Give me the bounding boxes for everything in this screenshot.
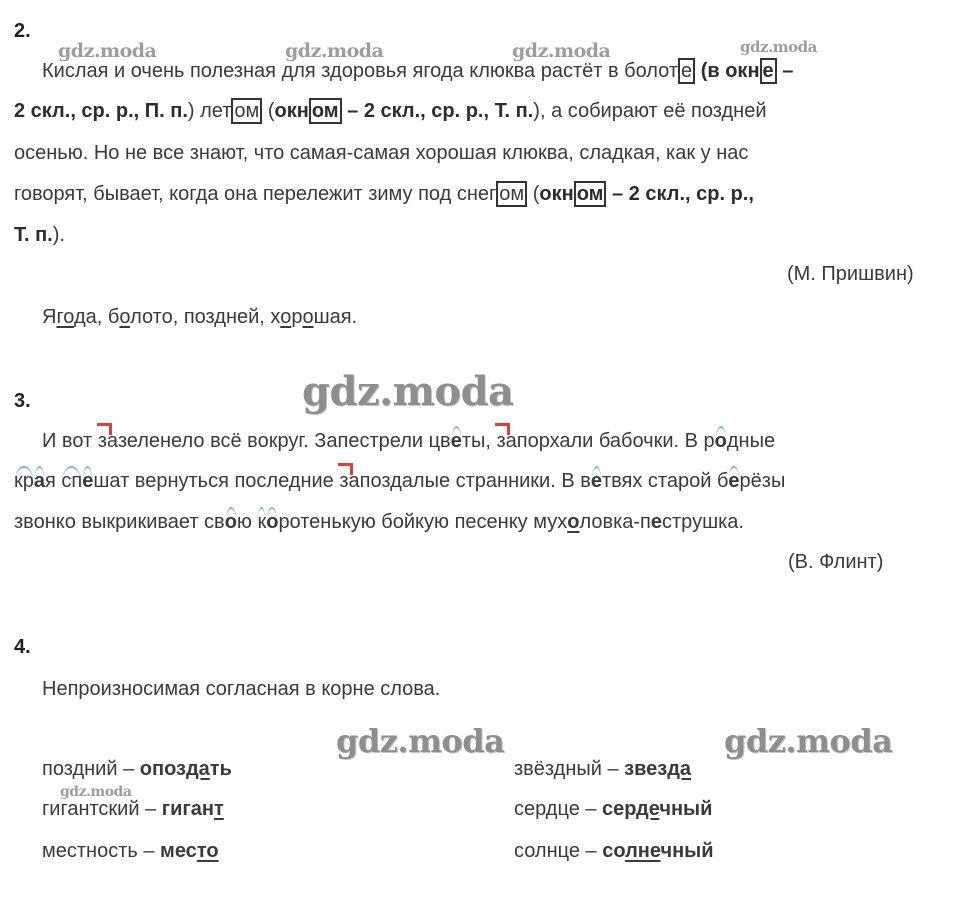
watermark: gdz.moda: [724, 722, 893, 760]
text-line: говорят, бывает, когда она перележит зиму под снег ом (окн ом – 2 скл., ср. р.,: [14, 183, 754, 205]
watermark: gdz.moda: [285, 40, 384, 62]
author: (М. Пришвин): [787, 263, 914, 285]
word-pair: сердце – сердечный: [514, 798, 713, 820]
watermark: gdz.moda: [336, 722, 505, 760]
exercise-title: Непроизносимая согласная в корне слова.: [42, 678, 441, 700]
word-pair: солнце – солнечный: [514, 840, 714, 862]
word-pair: звёздный – звезда: [514, 758, 692, 780]
exercise-number: 3.: [14, 390, 31, 412]
author: (В. Флинт): [788, 551, 884, 573]
watermark: gdz.moda: [302, 368, 514, 415]
text-line: осенью. Но не все знают, что самая-самая хорошая клюква, сладкая, как у нас: [14, 142, 749, 164]
text-line: Т. п.).: [14, 224, 65, 246]
watermark: gdz.moda: [512, 40, 611, 62]
watermark: gdz.moda: [58, 40, 157, 62]
exercise-number: 4.: [14, 636, 31, 658]
watermark: gdz.moda: [60, 784, 132, 800]
text-line: звонко выкрикивает свою коротенькую бойкую песенку мухоловка-пеструшка.: [14, 509, 744, 535]
word-list: Ягода, болото, поздней, хорошая.: [42, 306, 358, 328]
exercise-number: 2.: [14, 20, 31, 42]
text-line: 2 скл., ср. р., П. п.) лет ом (окн ом – 2 скл., ср. р., Т. п.), а собирают её поздней: [14, 100, 767, 122]
text-line: края спешат вернуться последние запоздалые странники. В ветвях старой берёзы: [14, 468, 785, 494]
word-pair: местность – место: [42, 840, 219, 862]
word-pair: поздний – опоздать: [42, 758, 232, 780]
text-line: И вот зазеленело всё вокруг. Запестрели цветы, запорхали бабочки. В родные: [42, 428, 775, 454]
watermark: gdz.moda: [740, 38, 817, 56]
word-pair: гигантский – гигант: [42, 798, 224, 820]
text-line: Кислая и очень полезная для здоровья ягода клюква растёт в болот е (в окн е –: [42, 60, 794, 82]
